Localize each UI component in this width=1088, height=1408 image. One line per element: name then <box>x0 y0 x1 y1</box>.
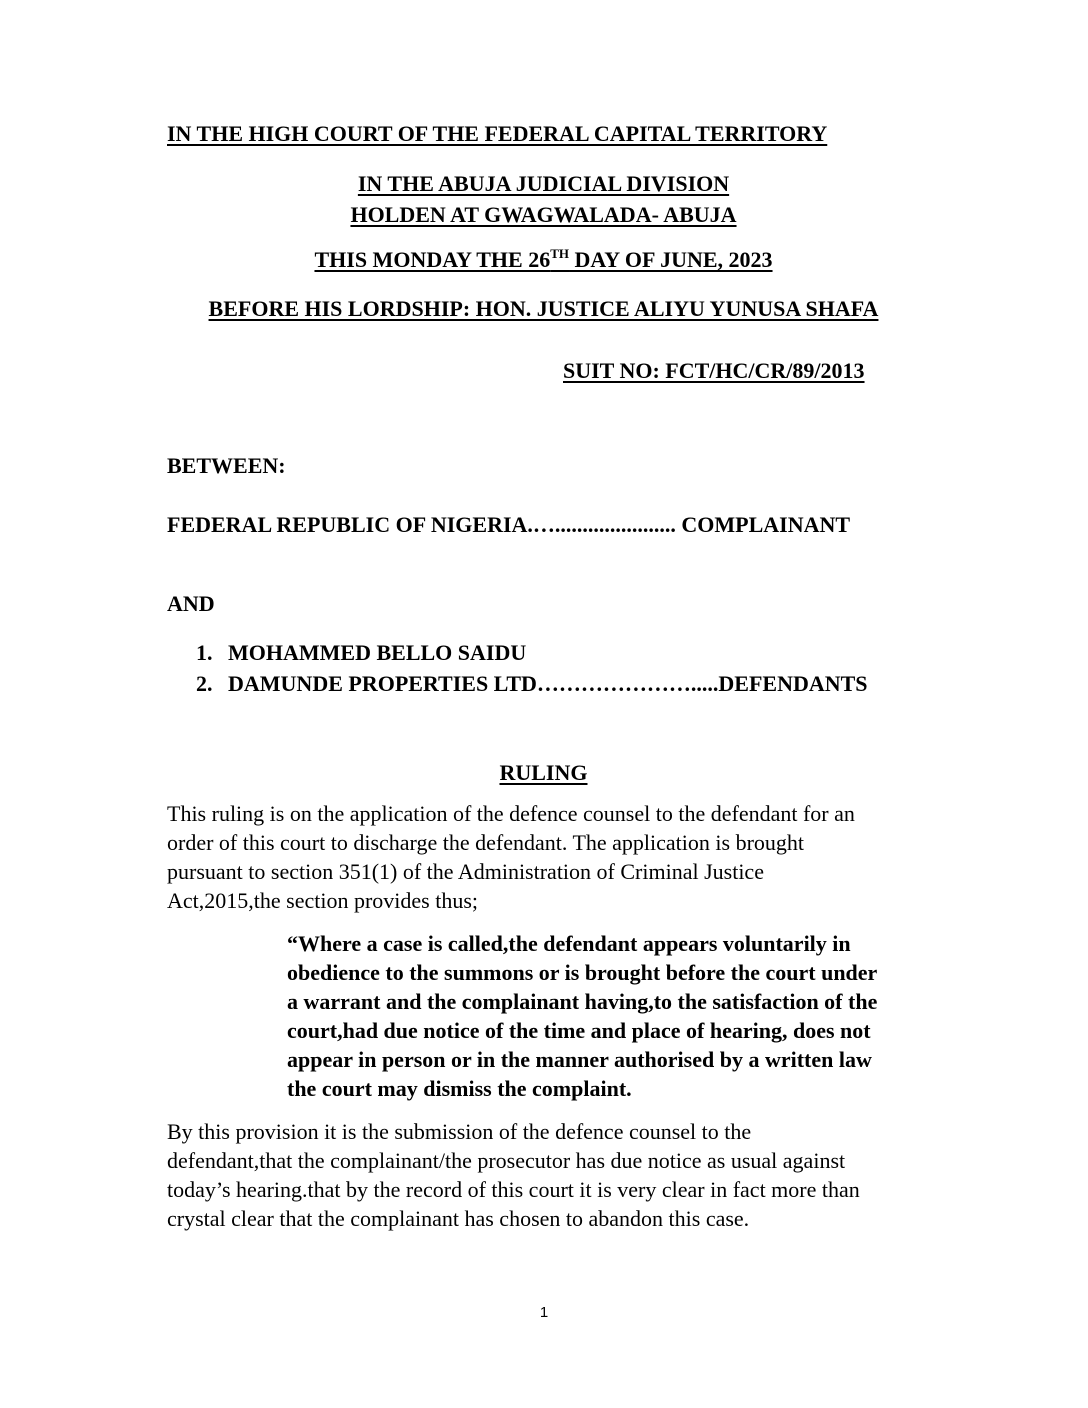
ruling-paragraph-1 <box>167 799 855 915</box>
quote-line: a warrant and the complainant having,to the satisfaction of the <box>287 989 878 1014</box>
complainant-line: FEDERAL REPUBLIC OF NIGERIA.…...................... COMPLAINANT <box>167 512 851 537</box>
and-label: AND <box>167 591 215 616</box>
quote-line: court,had due notice of the time and place of hearing, does not <box>287 1018 871 1043</box>
defendant-name: DAMUNDE PROPERTIES LTD………………….....DEFENDANTS <box>228 671 868 696</box>
statute-quote <box>287 929 877 1103</box>
division-line: IN THE ABUJA JUDICIAL DIVISION <box>357 171 730 196</box>
paragraph-line: crystal clear that the complainant has chosen to abandon this case. <box>167 1206 750 1231</box>
quote-line: the court may dismiss the complaint. <box>287 1076 632 1101</box>
between-label: BETWEEN: <box>167 453 286 478</box>
paragraph-line: pursuant to section 351(1) of the Administration of Criminal Justice <box>167 859 764 884</box>
division-block <box>167 168 920 230</box>
paragraph-line: Act,2015,the section provides thus; <box>167 888 479 913</box>
paragraph-line: This ruling is on the application of the defence counsel to the defendant for an <box>167 801 855 826</box>
page-number: 1 <box>539 1304 549 1321</box>
ruling-title: RULING <box>499 760 588 785</box>
date-line <box>167 246 920 274</box>
judge-line: BEFORE HIS LORDSHIP: HON. JUSTICE ALIYU YUNUSA SHAFA <box>208 296 879 321</box>
court-heading: IN THE HIGH COURT OF THE FEDERAL CAPITAL TERRITORY <box>167 121 828 146</box>
date-superscript: TH <box>550 246 570 261</box>
date-prefix: THIS MONDAY THE 26 <box>314 247 551 272</box>
defendant-number: 2. <box>196 671 213 696</box>
quote-line: obedience to the summons or is brought before the court under <box>287 960 878 985</box>
defendants-list <box>196 637 868 699</box>
defendant-item <box>196 637 868 668</box>
paragraph-line: By this provision it is the submission of the defence counsel to the <box>167 1119 752 1144</box>
holden-line: HOLDEN AT GWAGWALADA- ABUJA <box>350 202 737 227</box>
ruling-paragraph-2 <box>167 1117 860 1233</box>
date-suffix: DAY OF JUNE, 2023 <box>569 247 773 272</box>
defendant-name: MOHAMMED BELLO SAIDU <box>228 640 527 665</box>
quote-line: “Where a case is called,the defendant appears voluntarily in <box>287 931 851 956</box>
paragraph-line: defendant,that the complainant/the prosecutor has due notice as usual against <box>167 1148 846 1173</box>
defendant-item <box>196 668 868 699</box>
paragraph-line: order of this court to discharge the defendant. The application is brought <box>167 830 805 855</box>
suit-number: SUIT NO: FCT/HC/CR/89/2013 <box>563 358 865 383</box>
quote-line: appear in person or in the manner authorised by a written law <box>287 1047 872 1072</box>
defendant-number: 1. <box>196 640 213 665</box>
paragraph-line: today’s hearing.that by the record of this court it is very clear in fact more than <box>167 1177 860 1202</box>
